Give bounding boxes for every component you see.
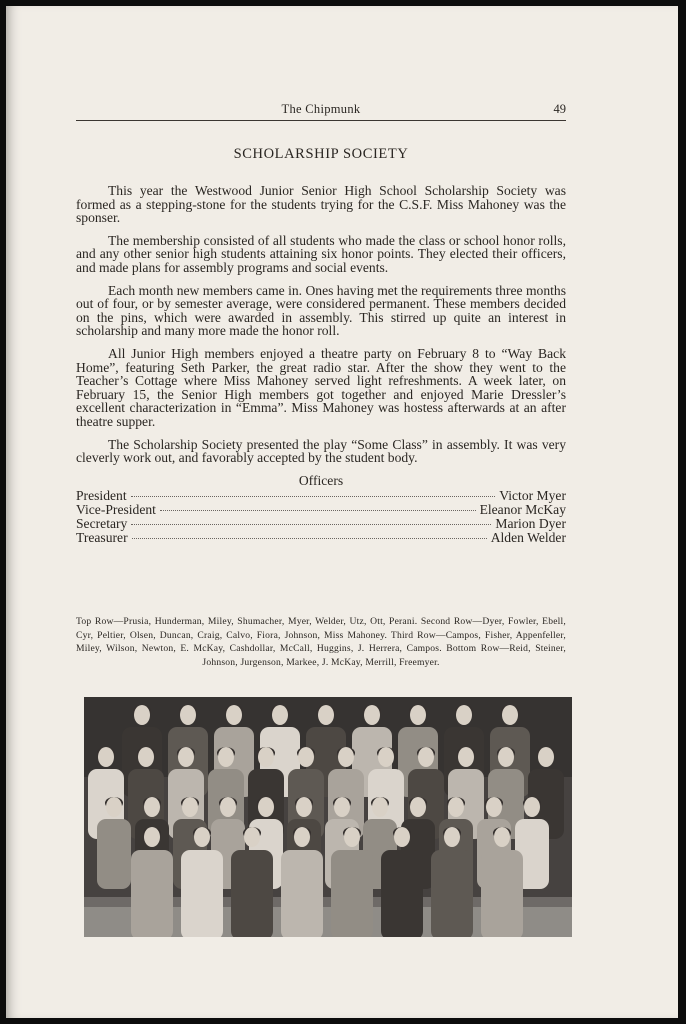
officers-heading: Officers xyxy=(298,472,344,488)
paragraph-3: Each month new members came in. Ones having met the requirements three months out of four, or by semester average, were considered permanent. These members decided on the pins, which were awarded in assembly. This stirred up quite an interest in scholarship and many more made the honor roll. xyxy=(76,282,566,339)
paragraph-4: All Junior High members enjoyed a theatre party on February 8 to “Way Back Home”, featuring Seth Parker, the great radio star. After the show they went to the Teacher’s Cottage where Miss Mahoney served light refreshments. A week later, on February 15, the Senior High members got together and enjoyed Marie Dressler’s excellent characterization in “Emma”. Miss Mahoney was hostess afterwards at an after theatre supper. xyxy=(76,345,566,429)
officer-row-president xyxy=(76,489,566,503)
officer-name: Eleanor McKay xyxy=(479,502,566,518)
officer-name: Marion Dyer xyxy=(495,516,566,532)
officer-row-treasurer xyxy=(76,531,566,545)
officer-name: Victor Myer xyxy=(499,488,566,504)
running-title: The Chipmunk xyxy=(281,102,361,116)
officer-row-vice-president xyxy=(76,503,566,517)
page-header xyxy=(76,102,566,121)
officer-role: Vice-President xyxy=(76,502,156,518)
group-photo xyxy=(84,697,572,937)
dot-leader xyxy=(132,538,487,539)
officer-role: Secretary xyxy=(76,516,128,532)
dot-leader xyxy=(131,524,491,525)
dot-leader xyxy=(131,496,496,497)
paragraph-2: The membership consisted of all students who made the class or school honor rolls, and any other senior high students attaining six honor points. They elected their officers, and made plans for assembly programs and social events. xyxy=(76,232,566,275)
photo-tone xyxy=(84,697,572,937)
officer-role: President xyxy=(76,488,127,504)
dot-leader xyxy=(160,510,476,511)
paragraph-1: This year the Westwood Junior Senior High School Scholarship Society was formed as a stepping-stone for the students trying for the C.S.F. Miss Mahoney was the sponser. xyxy=(76,183,566,226)
officer-row-secretary xyxy=(76,517,566,531)
photo-caption: Top Row—Prusia, Hunderman, Miley, Shumacher, Myer, Welder, Utz, Ott, Perani. Second Row—Dyer, Fowler, Ebell, Cyr, Peltier, Olsen, Duncan, Craig, Calvo, Fiora, Johnson, Miss Mahoney. Third Row—Campos, Fisher, Appenfeller, Miley, Wilson, Newton, E. McKay, Cashdollar, McCall, Huggins, J. Herrera, Campos. Bottom Row—Reid, Steiner, Johnson, Jurgenson, Markee, J. McKay, Merrill, Freemyer. xyxy=(76,616,566,668)
officers-list xyxy=(76,489,566,545)
page-number: 49 xyxy=(553,102,566,116)
officer-name: Alden Welder xyxy=(490,530,566,546)
article-body xyxy=(76,184,566,545)
officer-role: Treasurer xyxy=(76,530,128,546)
yearbook-page xyxy=(6,6,678,1018)
article-title: SCHOLARSHIP SOCIETY xyxy=(233,146,409,162)
paragraph-5: The Scholarship Society presented the play “Some Class” in assembly. It was very cleverly work out, and favorably accepted by the student body. xyxy=(76,436,566,466)
group-photo-illustration xyxy=(84,697,572,937)
